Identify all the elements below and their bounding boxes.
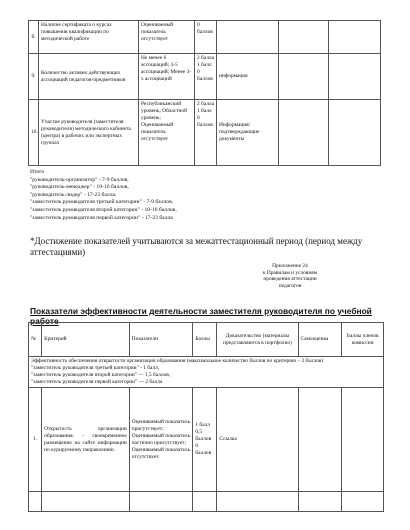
empty-cell — [42, 492, 130, 512]
points-cell: 1 балл 0,5 баллов 0 баллов — [193, 388, 217, 492]
empty-cell — [329, 54, 381, 100]
header-num: № — [29, 323, 42, 357]
appendix-line: педагогов — [278, 282, 302, 289]
appendix-line: Приложение 24 — [272, 263, 308, 269]
totals-line: "руководитель-организатор" - 7-9 баллов, — [30, 176, 129, 183]
empty-cell — [342, 492, 384, 512]
table-row — [29, 54, 381, 100]
section-title: Показатели эффективности деятельности заместителя руководителя по учебной работе — [30, 306, 372, 326]
self-assessment-cell — [298, 388, 342, 492]
criterion-cell: Участие руководителя (заместителя руководителя) методического кабинета (центра) в рабочих или экспертных группах — [39, 100, 139, 166]
totals-line: "заместитель руководителя третьей категории" - 7-9 баллов, — [30, 199, 174, 206]
confirm-cell — [217, 21, 279, 54]
table-row — [29, 492, 384, 512]
empty-cell — [217, 492, 298, 512]
documents-cell: Ссылка — [217, 388, 298, 492]
totals-heading: Итого — [30, 169, 45, 175]
header-documents: Доказательство (материалы представляются в портфолио) — [217, 323, 298, 357]
points-cell: 0 баллов — [195, 21, 217, 54]
row-number: 1. — [29, 388, 42, 492]
row-number: 9. — [29, 54, 39, 100]
totals-block — [30, 169, 360, 222]
empty-cell — [279, 54, 329, 100]
table-row — [29, 388, 384, 492]
points-cell: 2 балла 1 балл 0 баллов — [195, 100, 217, 166]
appendix-header — [240, 263, 340, 289]
criteria-table-continued — [28, 20, 381, 166]
header-points: Баллы — [193, 323, 217, 357]
indicator-cell: Не менее 6 ассоциаций; 3-5 ассоциаций; Менее 3-х ассоциаций — [139, 54, 195, 100]
section-line: "заместитель руководителя третьей категории" - 1 балл, — [31, 365, 160, 371]
totals-line: "руководитель-менеджер" - 10-16 баллов, — [30, 184, 129, 191]
confirm-cell: Информация/ подтверждающие документы — [217, 100, 279, 166]
criterion-cell: Открытость организации образования. - своевременное размещение на сайте информации по курируемому направлению. — [42, 388, 130, 492]
section-cell — [29, 357, 384, 388]
commission-cell — [342, 388, 384, 492]
table-header-row — [29, 323, 384, 357]
criterion-cell: Количество активно действующих ассоциаций педагогов-предметников — [39, 54, 139, 100]
table-row — [29, 21, 381, 54]
indicator-cell: Республиканский уровень; Областной уровень; Оцениваемый показатель отсутствует — [139, 100, 195, 166]
header-indicator: Показатели — [129, 323, 193, 357]
empty-cell — [279, 100, 329, 166]
empty-cell — [279, 21, 329, 54]
row-number: 8. — [29, 21, 39, 54]
header-criterion: Критерий — [42, 323, 130, 357]
totals-line: "руководитель-лидер" - 17-23 балла. — [30, 191, 117, 198]
empty-cell — [193, 492, 217, 512]
section-line: Эффективность обеспечения открытости организации образования (максимальное количество баллов по критерию – 2 баллов) — [31, 358, 324, 364]
indicator-cell: Оцениваемый показатель присутствует; Оцениваемый показатель частично присутствует; Оцениваемый показатель отсутствует. — [129, 388, 193, 492]
empty-cell — [329, 100, 381, 166]
empty-cell — [129, 492, 193, 512]
appendix-line: к Правилам и условиям — [262, 269, 318, 276]
totals-line: "заместитель руководителя первой категории" - 17-23 балла — [30, 214, 173, 221]
section-line: "заместитель руководителя первой категории" — 2 балла — [31, 379, 163, 385]
efficiency-table — [28, 322, 384, 512]
section-row — [29, 357, 384, 388]
table-row — [29, 100, 381, 166]
footnote: *Достижение показателей учитываются за межаттестационный период (период между аттестациями) — [30, 236, 363, 257]
appendix-line: проведения аттестации — [263, 276, 317, 283]
header-self-assessment: Самооценка — [298, 323, 342, 357]
indicator-cell: Оцениваемый показатель отсутствует — [139, 21, 195, 54]
section-line: "заместитель руководителя второй категории" — 1,5 баллов, — [31, 372, 171, 378]
confirm-cell: информация — [217, 54, 279, 100]
empty-cell — [29, 492, 42, 512]
header-commission: Баллы членов комиссии — [342, 323, 384, 357]
totals-line: "заместитель руководителя второй категории" - 10-16 баллов, — [30, 206, 177, 213]
empty-cell — [298, 492, 342, 512]
row-number: 10. — [29, 100, 39, 166]
criterion-cell: Наличие сертификата о курсах повышения квалификации по методической работе — [39, 21, 139, 54]
points-cell: 2 балла 1 балл 0 баллов — [195, 54, 217, 100]
empty-cell — [329, 21, 381, 54]
